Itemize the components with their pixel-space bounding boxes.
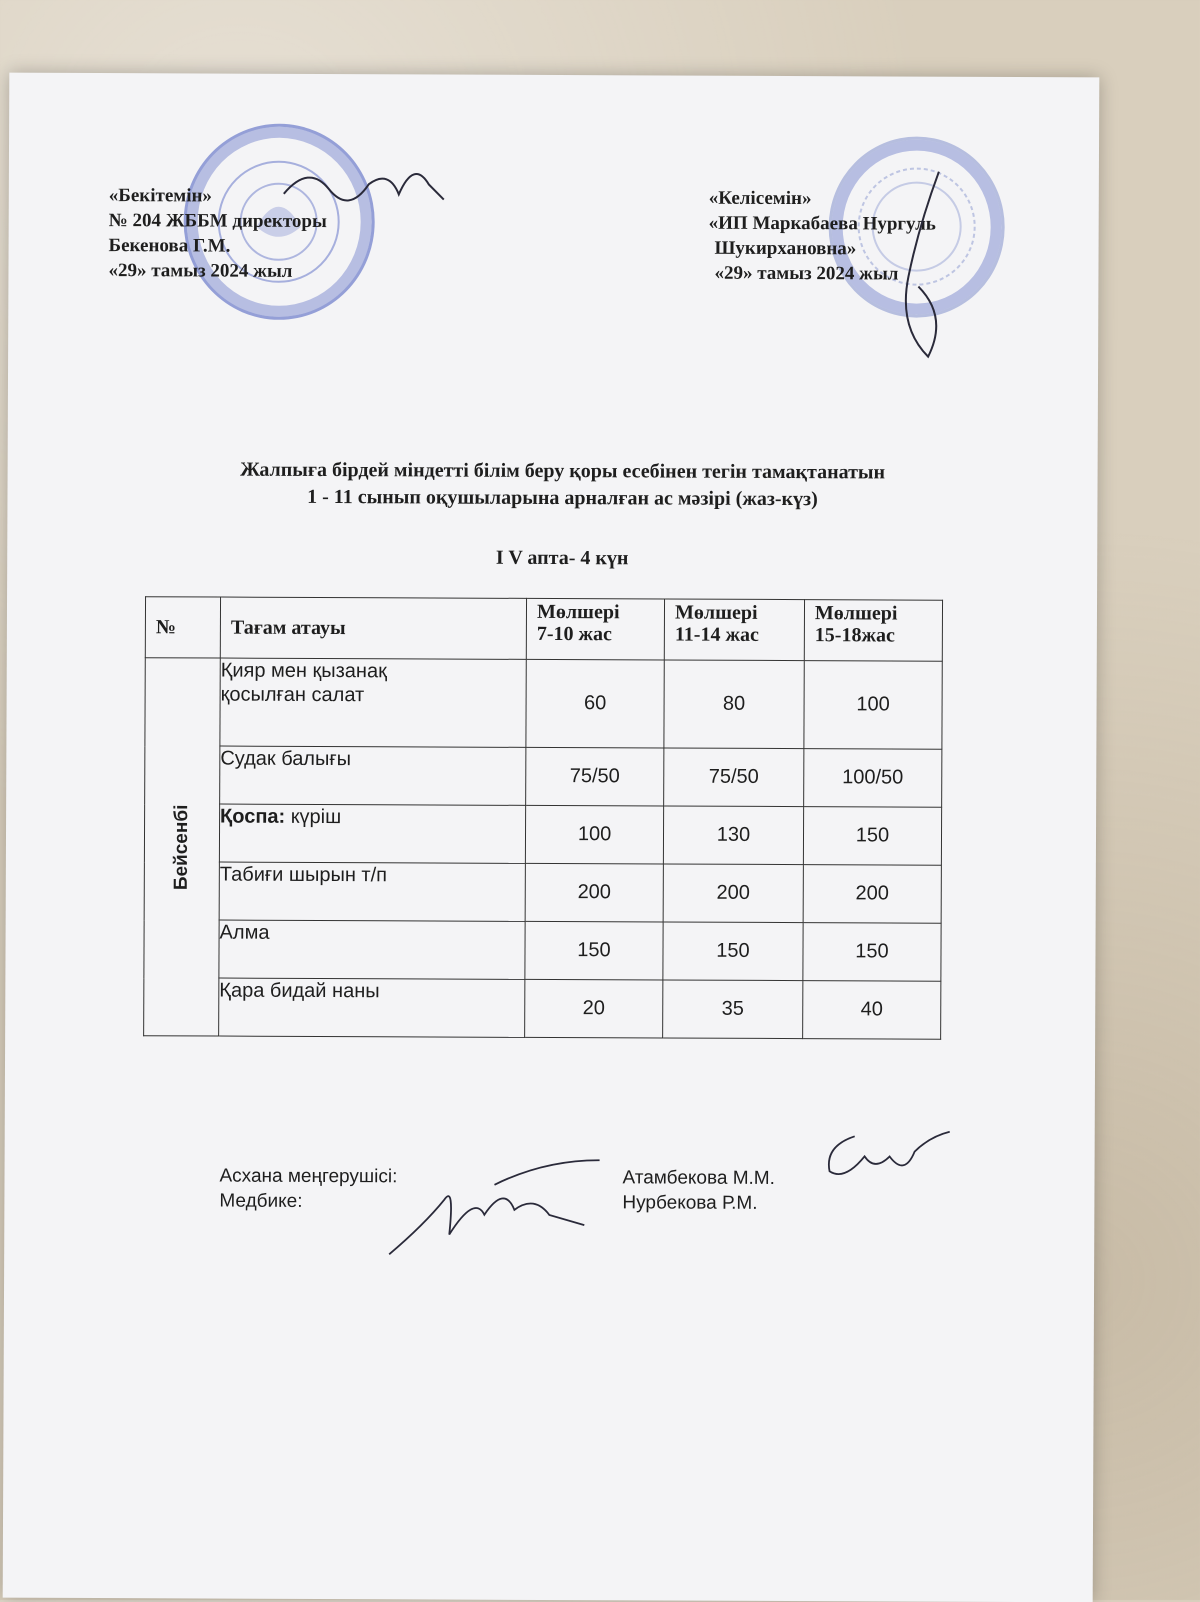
header-portion-label: Мөлшері — [814, 602, 898, 625]
header-portion-15-18 — [804, 600, 942, 662]
portion-7-10: 20 — [525, 979, 663, 1038]
table-row — [144, 978, 941, 1039]
portion-7-10: 150 — [525, 921, 663, 980]
agree-line-3: Шукирхановна» — [714, 237, 857, 260]
week-day-label: I V апта- 4 күн — [495, 546, 629, 570]
header-age-range: 15-18жас — [814, 624, 895, 647]
dish-name: Табиғи шырын т/п — [219, 862, 525, 921]
portion-7-10: 60 — [526, 659, 664, 748]
nurse-signature — [384, 1154, 604, 1265]
dish-name-bold: Қоспа: — [220, 805, 286, 828]
approve-line-2: № 204 ЖББМ директоры — [108, 210, 327, 233]
dish-name: Қара бидай наны — [219, 978, 525, 1037]
table-row — [145, 746, 942, 807]
nurse-label: Медбике: — [219, 1190, 303, 1212]
header-num: № — [145, 597, 220, 658]
agree-line-4: «29» тамыз 2024 жыл — [714, 262, 899, 285]
portion-15-18: 100/50 — [804, 749, 942, 808]
table-row — [144, 862, 941, 923]
header-portion-label: Мөлшері — [674, 601, 758, 624]
dish-name-line: қосылған салат — [220, 683, 365, 707]
portion-7-10: 200 — [525, 863, 663, 922]
approve-line-4: «29» тамыз 2024 жыл — [108, 260, 293, 282]
portion-7-10: 100 — [525, 805, 663, 864]
footer-roles — [219, 1164, 397, 1215]
agree-line-2: «ИП Маркабаева Нургуль — [708, 212, 936, 235]
portion-15-18: 150 — [803, 923, 941, 982]
agree-line-1: «Келісемін» — [708, 187, 812, 210]
menu-table — [143, 596, 943, 1039]
nurse-name: Нурбекова Р.М. — [622, 1192, 758, 1214]
portion-11-14: 200 — [663, 864, 803, 923]
portion-15-18: 200 — [803, 865, 941, 924]
footer-names — [622, 1165, 775, 1216]
header-portion-7-10 — [526, 598, 664, 660]
dish-name-rest: күріш — [285, 805, 342, 829]
agreement-signature — [878, 166, 959, 366]
title-line-2: 1 - 11 сынып оқушыларына арналған ас мәзірі (жаз-күз) — [307, 485, 818, 511]
portion-15-18: 150 — [803, 807, 941, 866]
document-page — [3, 73, 1100, 1602]
dish-name — [220, 658, 526, 747]
day-label: Бейсенбі — [170, 804, 193, 890]
portion-11-14: 150 — [663, 922, 803, 981]
approve-line-3: Бекенова Г.М. — [108, 235, 231, 257]
header-dish-name: Тағам атауы — [220, 597, 526, 659]
table-row — [145, 658, 942, 749]
dish-name-line: Қияр мен қызанақ — [220, 659, 387, 683]
day-cell — [144, 658, 221, 1036]
dish-name: Алма — [219, 920, 525, 979]
table-row — [144, 920, 941, 981]
dish-name — [219, 804, 525, 863]
portion-11-14: 35 — [663, 980, 803, 1039]
dish-name: Судак балығы — [220, 746, 526, 805]
portion-11-14: 130 — [663, 806, 803, 865]
portion-11-14: 75/50 — [664, 748, 804, 807]
document-title — [7, 456, 1117, 515]
director-signature — [279, 154, 449, 225]
approve-line-1: «Бекітемін» — [108, 185, 212, 207]
kitchen-manager-name: Атамбекова М.М. — [622, 1167, 775, 1189]
header-age-range: 7-10 жас — [536, 622, 612, 646]
portion-15-18: 40 — [803, 981, 941, 1040]
header-portion-11-14 — [664, 599, 804, 661]
portion-7-10: 75/50 — [526, 747, 664, 806]
title-line-1: Жалпыға бірдей міндетті білім беру қоры есебінен тегін тамақтанатын — [240, 458, 886, 484]
table-row — [144, 804, 941, 865]
kitchen-manager-signature — [814, 1126, 954, 1197]
portion-15-18: 100 — [804, 661, 942, 750]
portion-11-14: 80 — [664, 660, 804, 749]
header-portion-label: Мөлшері — [536, 600, 620, 624]
kitchen-manager-label: Асхана меңгерушісі: — [219, 1165, 398, 1188]
header-age-range: 11-14 жас — [674, 623, 759, 646]
table-header-row — [145, 597, 942, 661]
